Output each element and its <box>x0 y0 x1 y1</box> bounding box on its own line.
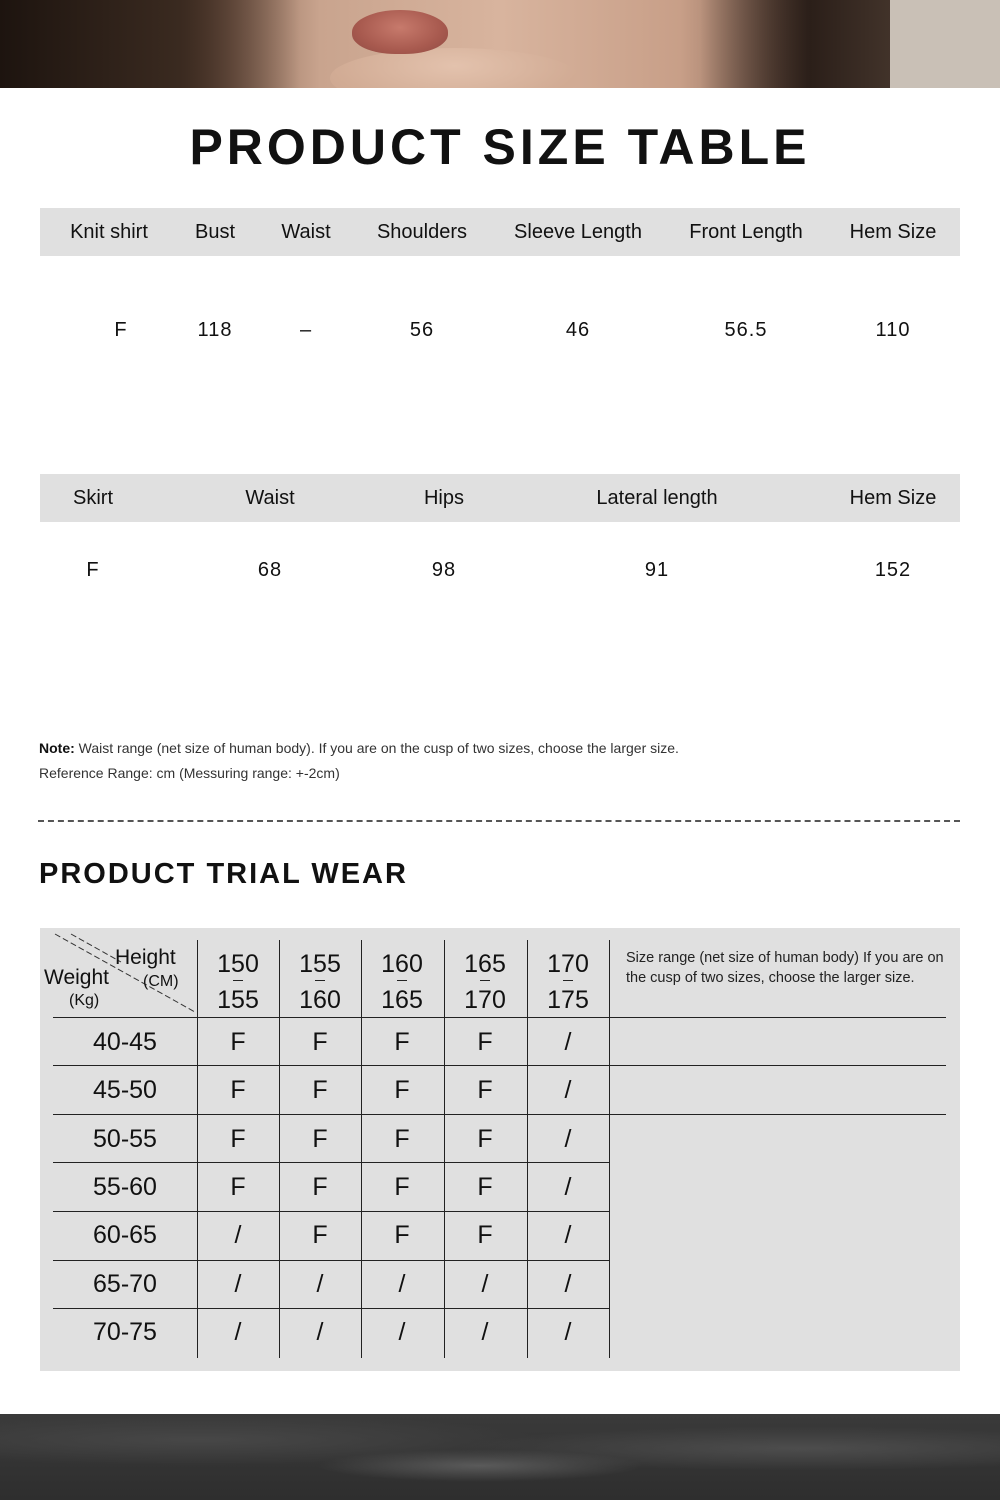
header-skirt: Skirt <box>73 487 113 509</box>
size-cell: F <box>230 1076 246 1104</box>
header-bust: Bust <box>194 221 236 243</box>
page-title: PRODUCT SIZE TABLE <box>189 119 811 175</box>
size-cell: / <box>234 1221 242 1249</box>
corner-kg-label: (Kg) <box>69 992 100 1009</box>
note-line-1 <box>39 736 679 761</box>
height-to: 165 <box>381 986 423 1014</box>
cell-sleeve-length: 46 <box>565 319 591 341</box>
height-from: 170 <box>547 950 589 978</box>
size-cell: / <box>481 1318 489 1346</box>
cell-size: F <box>114 319 128 341</box>
size-cell: F <box>394 1076 410 1104</box>
cell-hem-size: 152 <box>874 559 912 581</box>
weight-label: 60-65 <box>93 1221 157 1249</box>
cell-waist: – <box>299 319 313 341</box>
height-col-155-160 <box>279 946 361 1018</box>
weight-label: 50-55 <box>93 1125 157 1153</box>
size-cell: F <box>394 1173 410 1201</box>
size-cell: F <box>312 1221 328 1249</box>
skirt-table-header <box>40 474 960 522</box>
size-cell: F <box>230 1028 246 1056</box>
weight-label: 55-60 <box>93 1173 157 1201</box>
cell-shoulders: 56 <box>409 319 435 341</box>
weight-label: 65-70 <box>93 1270 157 1298</box>
size-cell: / <box>316 1270 324 1298</box>
header-lateral-length: Lateral length <box>596 487 718 509</box>
size-cell: F <box>312 1076 328 1104</box>
weight-label: 40-45 <box>93 1028 157 1056</box>
size-cell: F <box>312 1125 328 1153</box>
trial-wear-table <box>40 928 960 1371</box>
height-col-170-175 <box>527 946 609 1018</box>
trial-wear-title: PRODUCT TRIAL WEAR <box>39 858 408 890</box>
size-cell: / <box>564 1076 572 1104</box>
header-waist: Waist <box>281 221 331 243</box>
corner-weight-label: Weight <box>44 966 109 989</box>
note-line-2: Reference Range: cm (Messuring range: +-2cm) <box>39 765 340 781</box>
weight-label: 70-75 <box>93 1318 157 1346</box>
trial-side-note: Size range (net size of human body) If you are on the cusp of two sizes, choose the larger size. <box>626 950 944 986</box>
size-cell: / <box>564 1028 572 1056</box>
header-hem-size: Hem Size <box>849 487 937 509</box>
cell-front-length: 56.5 <box>724 319 768 341</box>
bottom-product-photo <box>0 1414 1000 1500</box>
size-cell: / <box>564 1318 572 1346</box>
corner-height-label: Height <box>115 946 176 969</box>
height-from: 160 <box>381 950 423 978</box>
size-cell: / <box>316 1318 324 1346</box>
header-hem-size: Hem Size <box>849 221 937 243</box>
section-divider <box>38 820 960 822</box>
size-cell: F <box>477 1125 493 1153</box>
cell-waist: 68 <box>257 559 283 581</box>
skirt-size-table <box>40 474 960 594</box>
height-to: 175 <box>547 986 589 1014</box>
size-cell: / <box>398 1270 406 1298</box>
size-cell: F <box>230 1125 246 1153</box>
knit-table-header <box>40 208 960 256</box>
size-cell: F <box>477 1221 493 1249</box>
height-from: 155 <box>299 950 341 978</box>
height-to: 170 <box>464 986 506 1014</box>
top-product-photo <box>0 0 1000 88</box>
knit-shirt-size-table <box>40 208 960 354</box>
header-hips: Hips <box>423 487 465 509</box>
size-notes <box>39 736 679 786</box>
height-to: 160 <box>299 986 341 1014</box>
size-cell: F <box>230 1173 246 1201</box>
table-row <box>40 306 960 354</box>
size-cell: / <box>564 1221 572 1249</box>
size-cell: / <box>564 1270 572 1298</box>
header-front-length: Front Length <box>689 221 803 243</box>
cell-hem-size: 110 <box>875 319 911 341</box>
size-cell: / <box>234 1318 242 1346</box>
height-col-150-155 <box>197 946 279 1018</box>
cell-size: F <box>86 559 100 581</box>
table-row <box>40 546 960 594</box>
size-cell: F <box>394 1028 410 1056</box>
height-from: 150 <box>217 950 259 978</box>
height-col-165-170 <box>444 946 526 1018</box>
header-knit-shirt: Knit shirt <box>70 221 148 243</box>
height-from: 165 <box>464 950 506 978</box>
note-label: Note: <box>39 740 75 756</box>
size-cell: F <box>394 1221 410 1249</box>
size-cell: / <box>564 1125 572 1153</box>
size-cell: / <box>564 1173 572 1201</box>
height-to: 155 <box>217 986 259 1014</box>
size-cell: / <box>481 1270 489 1298</box>
cell-hips: 98 <box>431 559 457 581</box>
size-cell: F <box>312 1028 328 1056</box>
size-cell: F <box>312 1173 328 1201</box>
note-text: Waist range (net size of human body). If you are on the cusp of two sizes, choose the larger size. <box>74 740 679 756</box>
weight-label: 45-50 <box>93 1076 157 1104</box>
size-cell: F <box>477 1076 493 1104</box>
corner-cm-label: (CM) <box>143 973 179 990</box>
size-cell: / <box>234 1270 242 1298</box>
size-cell: F <box>394 1125 410 1153</box>
header-shoulders: Shoulders <box>376 221 468 243</box>
size-cell: / <box>398 1318 406 1346</box>
cell-bust: 118 <box>197 319 233 341</box>
header-waist: Waist <box>245 487 295 509</box>
header-sleeve-length: Sleeve Length <box>514 221 642 243</box>
size-cell: F <box>477 1028 493 1056</box>
cell-lateral-length: 91 <box>644 559 670 581</box>
size-cell: F <box>477 1173 493 1201</box>
height-col-160-165 <box>361 946 443 1018</box>
